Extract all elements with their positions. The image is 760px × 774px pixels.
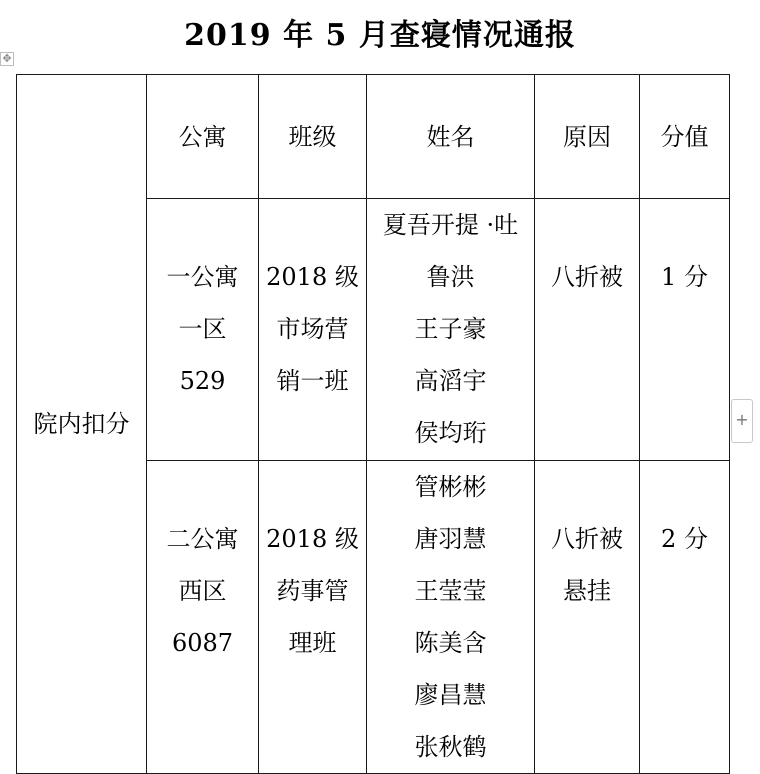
row2-class-cell [258, 460, 367, 774]
row1-reason-cell [534, 198, 640, 461]
cell-line: 2018 级 [266, 263, 359, 291]
row1-names-cell [366, 198, 535, 461]
row1-apartment-cell [146, 198, 259, 461]
cell-line: 销一班 [276, 367, 349, 395]
cell-line: 一公寓 [166, 263, 239, 291]
row2-names-cell [366, 460, 535, 774]
cell-line: 6087 [171, 629, 234, 657]
header-apartment [146, 74, 259, 199]
header-name-label: 姓名 [426, 122, 475, 151]
row1-class-cell [258, 198, 367, 461]
cell-line: 理班 [288, 629, 337, 657]
cell-line: 陈美含 [414, 629, 487, 657]
cell-line: 鲁洪 [426, 263, 475, 291]
cell-line: 王子豪 [414, 315, 487, 343]
header-apartment-label: 公寓 [178, 122, 227, 151]
header-class [258, 74, 367, 199]
cell-line: 八折被 [551, 525, 623, 553]
header-score [639, 74, 730, 199]
header-reason [534, 74, 640, 199]
header-reason-label: 原因 [563, 122, 611, 151]
cell-line: 1 分 [661, 263, 708, 291]
header-class-label: 班级 [288, 122, 337, 151]
cell-line: 悬挂 [563, 577, 611, 605]
cell-line: 2018 级 [266, 525, 359, 553]
row1-score-cell [639, 198, 730, 461]
cell-line: 张秋鹤 [414, 733, 487, 761]
cell-line: 夏吾开提 ·吐 [382, 211, 519, 239]
cell-line: 市场营 [276, 315, 349, 343]
page-title: 2019 年 5 月查寝情况通报 [184, 18, 576, 53]
row2-apartment-cell [146, 460, 259, 774]
dept-cell [16, 74, 147, 774]
cell-line: 529 [179, 367, 226, 395]
header-name [366, 74, 535, 199]
cell-line: 管彬彬 [414, 473, 487, 501]
plus-icon[interactable]: + [731, 399, 753, 443]
row2-score-cell [639, 460, 730, 774]
cell-line: 二公寓 [166, 525, 239, 553]
move-icon[interactable]: ✥ [0, 52, 14, 66]
cell-line: 王莹莹 [414, 577, 487, 605]
cell-line: 八折被 [551, 263, 623, 291]
cell-line: 高滔宇 [414, 367, 487, 395]
cell-line: 2 分 [661, 525, 708, 553]
header-score-label: 分值 [660, 122, 709, 151]
cell-line: 侯均珩 [414, 419, 487, 447]
cell-line: 西区 [178, 577, 227, 605]
cell-line: 廖昌慧 [414, 681, 487, 709]
cell-line: 一区 [178, 315, 227, 343]
cell-line: 药事管 [276, 577, 349, 605]
row2-reason-cell [534, 460, 640, 774]
dept-label: 院内扣分 [33, 410, 130, 438]
cell-line: 唐羽慧 [414, 525, 487, 553]
